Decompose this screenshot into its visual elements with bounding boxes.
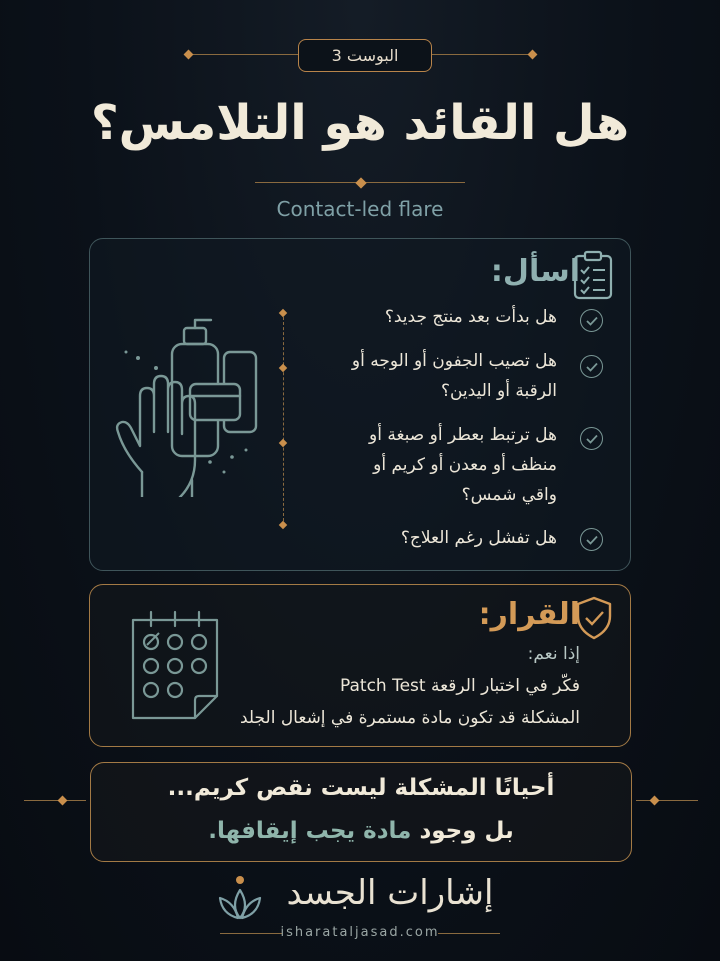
decision-if-yes: إذا نعم: — [527, 644, 580, 664]
question-2-line2: الرقبة أو اليدين؟ — [440, 381, 557, 401]
title-divider-diamond — [355, 177, 366, 188]
brand-name: إشارات الجسد — [286, 873, 494, 913]
shield-check-icon — [574, 596, 614, 640]
brand-url: isharataljasad.com — [280, 925, 440, 940]
check-circle-icon — [580, 427, 603, 450]
decision-consider-text: فكّر في اختبار الرقعة — [430, 676, 580, 696]
check-circle-icon — [580, 355, 603, 378]
quote-highlight: مادة يجب إيقافها. — [208, 818, 412, 844]
question-4-line1: هل تفشل رغم العلاج؟ — [400, 528, 557, 548]
patch-test-calendar-icon — [125, 608, 225, 723]
decision-heading: القرار: — [478, 597, 580, 632]
question-connector-line — [283, 312, 284, 526]
question-2-line1: هل تصيب الجفون أو الوجه أو — [351, 351, 557, 371]
post-number-badge — [298, 39, 432, 72]
question-3 — [369, 420, 557, 510]
question-1 — [385, 302, 557, 332]
question-1-line1: هل بدأت بعد منتج جديد؟ — [384, 307, 557, 327]
post-number-label: البوست 3 — [331, 46, 399, 65]
quote-line-1: أحيانًا المشكلة ليست نقص كريم... — [167, 775, 555, 801]
decision-patch-test-term: Patch Test — [340, 676, 426, 696]
quote-left-ornament-line — [24, 800, 86, 801]
question-3-line2: منظف أو معدن أو كريم أو — [373, 455, 557, 475]
question-3-line1: هل ترتبط بعطر أو صبغة أو — [369, 425, 557, 445]
quote-line-2-prefix: بل وجود — [419, 818, 514, 844]
quote-left-ornament-diamond — [58, 796, 68, 806]
quote-line-2 — [90, 818, 632, 844]
ask-heading: اسأل: — [490, 254, 580, 289]
page-title: هل القائد هو التلامس؟ — [90, 95, 630, 151]
question-2 — [352, 346, 557, 406]
decision-conclusion: المشكلة قد تكون مادة مستمرة في إشعال الجلد — [240, 708, 580, 728]
quote-right-ornament-diamond — [650, 796, 660, 806]
question-4 — [401, 523, 557, 553]
quote-right-ornament-line — [636, 800, 698, 801]
top-ornament-left-diamond — [184, 50, 194, 60]
page-subtitle: Contact-led flare — [276, 197, 444, 221]
check-circle-icon — [580, 528, 603, 551]
decision-consider — [340, 676, 580, 696]
check-circle-icon — [580, 309, 603, 332]
hand-and-cosmetics-icon — [112, 312, 272, 497]
top-ornament-right-diamond — [528, 50, 538, 60]
question-3-line3: واقي شمس؟ — [461, 485, 557, 505]
